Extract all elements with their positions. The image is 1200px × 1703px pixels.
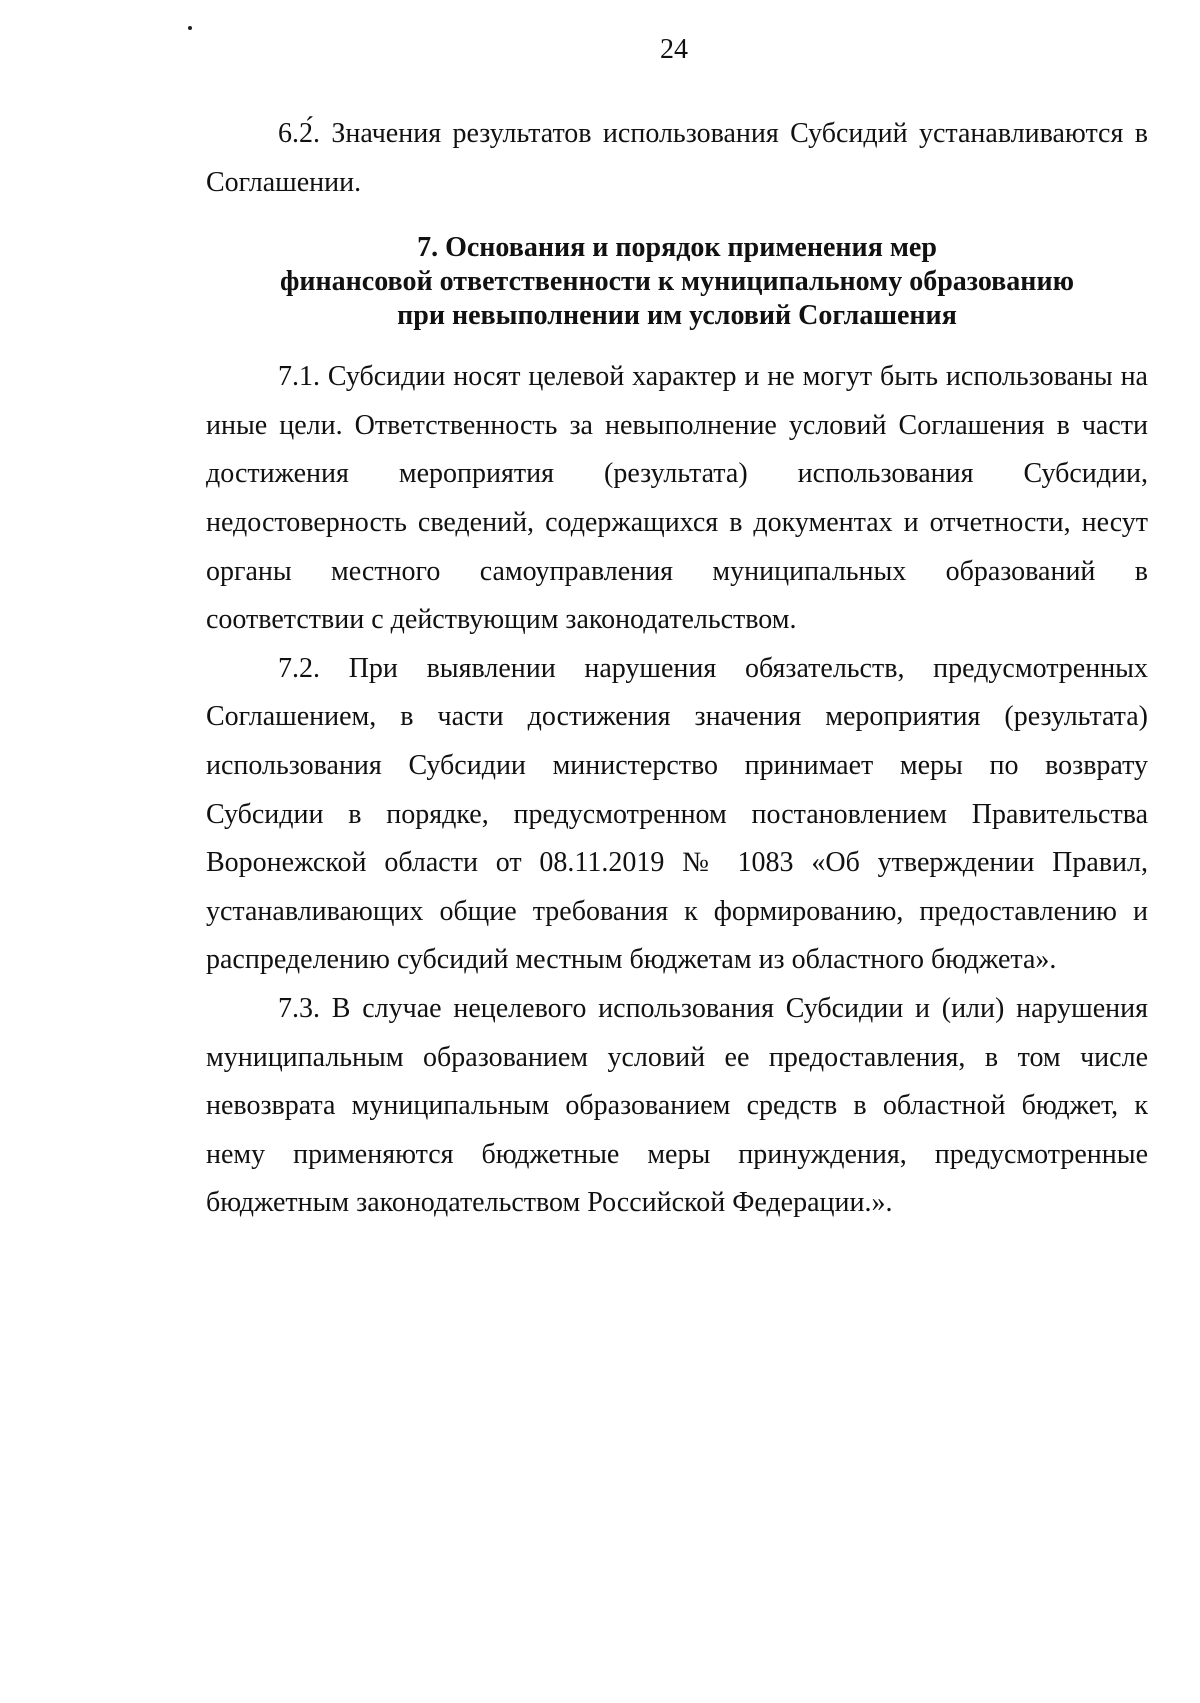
heading-line: финансовой ответственности к муниципальному образованию	[280, 266, 1074, 298]
heading-line: при невыполнении им условий Соглашения	[397, 300, 957, 332]
section-heading-7	[206, 231, 1148, 333]
paragraph-7-1: 7.1. Субсидии носят целевой характер и не могут быть использованы на иные цели. Ответственность за невыполнение условий Соглашения в части достижения мероприятия (результата) использования Субсидии, недостоверность сведений, содержащихся в документах и отчетности, несут органы местного самоуправления муниципальных образований в соответствии с действующим законодательством.	[206, 361, 1148, 636]
document-body	[206, 110, 1148, 1228]
page-number: 24	[660, 34, 688, 65]
paragraph-7-2: 7.2. При выявлении нарушения обязательств, предусмотренных Соглашением, в части достижения значения мероприятия (результата) использования Субсидии министерство принимает меры по возврату Субсидии в порядке, предусмотренном постановлением Правительства Воронежской области от 08.11.2019 № 1083 «Об утверждении Правил, устанавливающих общие требования к формированию, предоставлению и распределению субсидий местным бюджетам из областного бюджета».	[206, 652, 1148, 976]
paragraph-7-3: 7.3. В случае нецелевого использования Субсидии и (или) нарушения муниципальным образованием условий ее предоставления, в том числе невозврата муниципальным образованием средств в областной бюджет, к нему применяются бюджетные меры принуждения, предусмотренные бюджетным законодательством Российской Федерации.».	[206, 992, 1148, 1219]
scan-artifact-dot	[188, 26, 192, 30]
paragraph-6-2: 6.2́. Значения результатов использования Субсидий устанавливаются в Соглашении.	[206, 118, 1148, 198]
heading-line: 7. Основания и порядок применения мер	[417, 232, 937, 264]
